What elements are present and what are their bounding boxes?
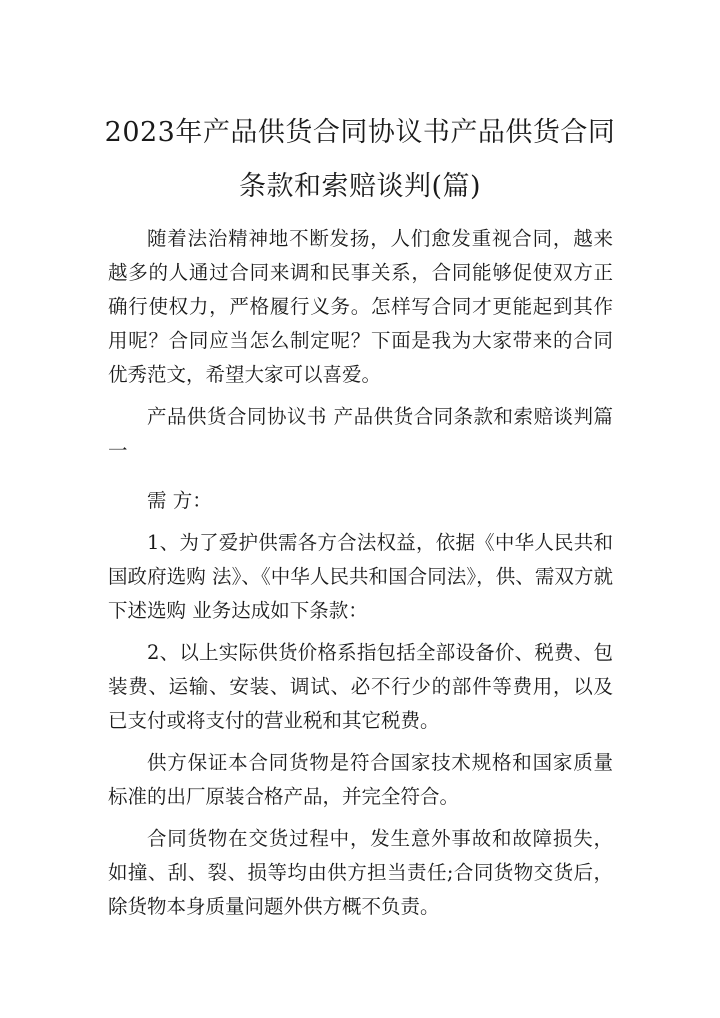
document-title [100,106,620,214]
quality-guarantee-paragraph: 供方保证本合同货物是符合国家技术规格和国家质量标准的出厂原装合格产品，并完全符合。 [108,751,613,808]
clause-1-paragraph: 1、为了爱护供需各方合法权益，依据《中华人民共和国政府选购 法》、《中华人民共和国合同法》，供、需双方就下述选购 业务达成如下条款： [108,531,613,622]
title-line-2: 条款和索赔谈判(篇) [238,171,482,202]
intro-paragraph: 随着法治精神地不断发扬，人们愈发重视合同，越来越多的人通过合同来调和民事关系，合同能够促使双方正确行使权力，严格履行义务。怎样写合同才更能起到其作用呢？合同应当怎么制定呢？下面是我为大家带来的合同优秀范文，希望大家可以喜爱。 [108,227,613,386]
document-body [108,222,613,932]
buyer-label-paragraph: 需 方： [147,489,212,512]
clause-2-paragraph: 2、以上实际供货价格系指包括全部设备价、税费、包装费、运输、安装、调试、必不行少的部件等费用，以及已支付或将支付的营业税和其它税费。 [108,641,613,732]
title-line-1: 2023年产品供货合同协议书产品供货合同 [104,117,616,148]
section-heading-paragraph: 产品供货合同协议书 产品供货合同条款和索赔谈判篇一 [108,405,613,462]
delivery-liability-paragraph: 合同货物在交货过程中，发生意外事故和故障损失，如撞、刮、裂、损等均由供方担当责任;合同货物交货后，除货物本身质量问题外供方概不负责。 [108,827,613,918]
